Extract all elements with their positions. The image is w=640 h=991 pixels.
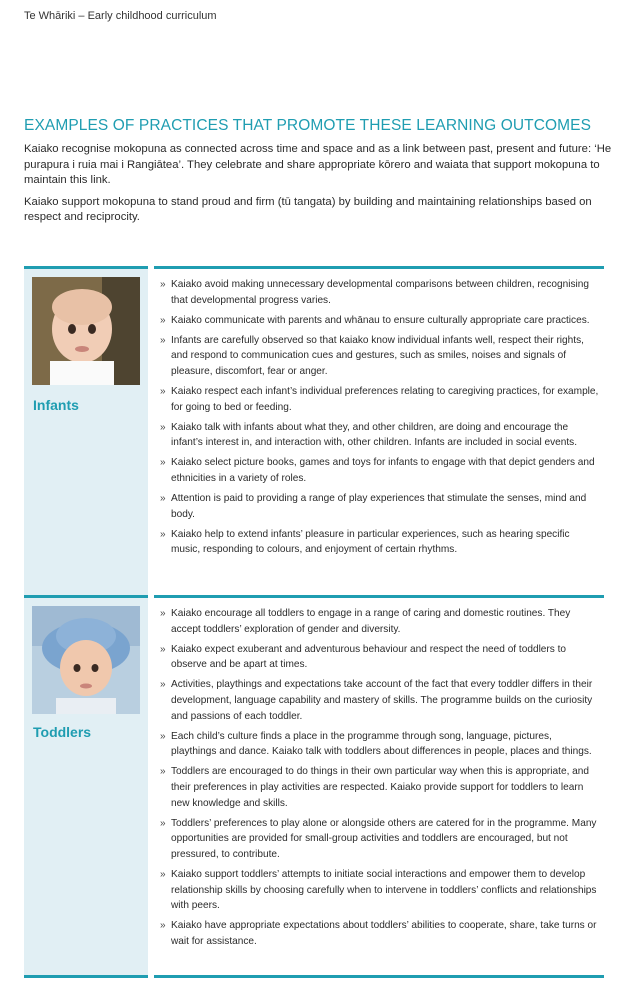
list-item: » Kaiako encourage all toddlers to engage in a range of caring and domestic routines. They accept toddlers’ exploration of gender and diversity. (160, 608, 571, 635)
toddlers-side-panel (24, 595, 148, 975)
infants-practice-list (160, 277, 600, 563)
bottom-rule-side (24, 975, 148, 978)
section-heading: EXAMPLES OF PRACTICES THAT PROMOTE THESE LEARNING OUTCOMES (24, 117, 592, 134)
list-item: » Kaiako communicate with parents and whānau to ensure culturally appropriate care practices. (160, 313, 600, 329)
bullet-icon: » (160, 679, 166, 691)
toddlers-practice-list (160, 606, 600, 954)
intro-text (24, 142, 614, 232)
bullet-icon: » (160, 608, 166, 619)
infants-side-panel (24, 266, 148, 597)
list-item: » Kaiako have appropriate expectations about toddlers’ abilities to cooperate, share, take turns or wait for assistance. (160, 920, 597, 947)
list-item: » Toddlers’ preferences to play alone or alongside others are catered for in the programme. Many opportunities are provided for small-group activities and toddlers are encouraged, but not pressured, to contribute. (160, 817, 597, 860)
bullet-icon: » (160, 528, 166, 540)
list-item: » Kaiako select picture books, games and toys for infants to engage with that depict genders and ethnicities in a variety of roles. (160, 457, 595, 485)
infants-block (24, 266, 604, 597)
list-item: » Toddlers are encouraged to do things in their own particular way when this is appropriate, and their preferences in play activities are respected. Kaiako provide support for toddlers to learn new knowledge and skills. (160, 766, 590, 809)
bullet-icon: » (160, 766, 166, 778)
infants-practices (154, 266, 604, 597)
bottom-rule-main (154, 975, 604, 978)
bullet-icon: » (160, 493, 166, 505)
infants-label: Infants (33, 397, 79, 413)
bullet-icon: » (160, 817, 166, 829)
intro-paragraph: Kaiako recognise mokopuna as connected across time and space and as a link between past, present and future: ‘He purapura i ruia mai i Rangiātea’. They celebrate and share appropriate kōrero and waiata that support mokopuna to maintain this link. (24, 143, 612, 186)
list-item: » Kaiako help to extend infants’ pleasure in particular experiences, such as hearing specific music, responding to colours, and enjoyment of certain rhythms. (160, 528, 570, 556)
list-item: » Kaiako expect exuberant and adventurous behaviour and respect the need of toddlers to observe and be apart at times. (160, 643, 567, 671)
bullet-icon: » (160, 457, 166, 469)
list-item: » Activities, playthings and expectations take account of the fact that every toddler differs in their development, language capability and mastery of skills. The programme builds on the curiosity and passions of each toddler. (160, 679, 593, 722)
bullet-icon: » (160, 314, 166, 326)
bullet-icon: » (160, 730, 166, 742)
bullet-icon: » (160, 868, 166, 880)
bullet-icon: » (160, 386, 166, 398)
bullet-icon: » (160, 279, 166, 290)
intro-paragraph: Kaiako support mokopuna to stand proud and firm (tū tangata) by building and maintaining relationships based on respect and reciprocity. (24, 195, 592, 223)
bullet-icon: » (160, 334, 166, 346)
toddlers-block (24, 595, 604, 975)
toddlers-label: Toddlers (33, 724, 92, 740)
bullet-icon: » (160, 643, 166, 655)
toddler-photo-icon (32, 606, 140, 714)
running-header: Te Whāriki – Early childhood curriculum (24, 10, 217, 22)
bullet-icon: » (160, 421, 166, 433)
list-item: » Kaiako avoid making unnecessary developmental comparisons between children, recognising that developmental progress varies. (160, 279, 590, 306)
list-item: » Infants are carefully observed so that kaiako know individual infants well, respect their rights, and respond to communication cues and gestures, such as smiles, noises and signals of pleasure, discomfort, fear or anger. (160, 334, 584, 377)
list-item: » Kaiako talk with infants about what they, and other children, are doing and encourage the infant’s interest in, and interaction with, other children. Infants are included in social events. (160, 421, 578, 449)
list-item: » Kaiako support toddlers’ attempts to initiate social interactions and empower them to develop relationship skills by choosing carefully when to intervene in toddlers’ conflicts and relationships with peers. (160, 868, 597, 912)
list-item: » Kaiako respect each infant’s individual preferences relating to caregiving practices, for example, for going to bed or feeding. (160, 386, 599, 413)
list-item: » Attention is paid to providing a range of play experiences that stimulate the senses, mind and body. (160, 493, 587, 520)
bullet-icon: » (160, 920, 166, 932)
infant-photo-icon (32, 277, 140, 385)
list-item: » Each child’s culture finds a place in the programme through song, language, pictures, playthings and dance. Kaiako talk with toddlers about differences in people, places and things. (160, 730, 592, 758)
toddlers-practices (154, 595, 604, 975)
